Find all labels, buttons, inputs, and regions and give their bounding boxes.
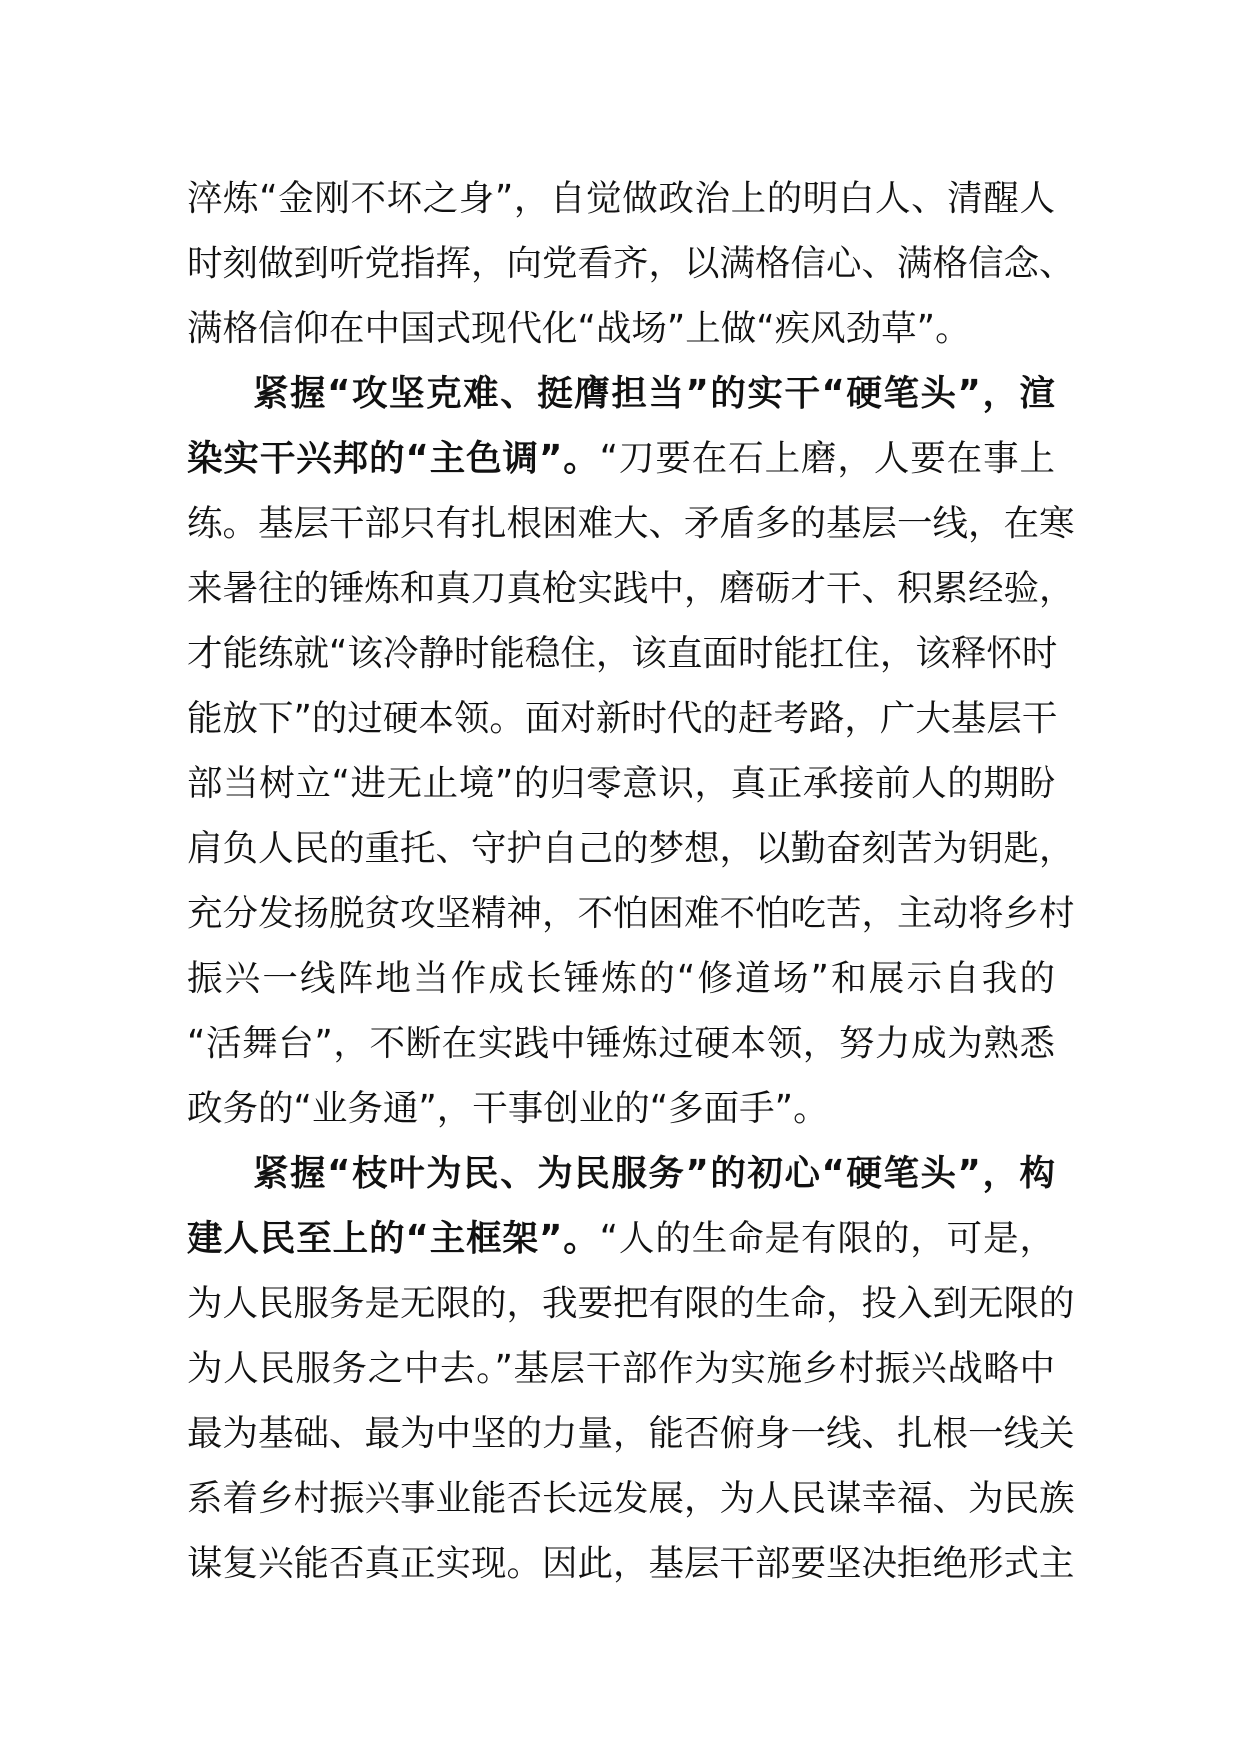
text-line: 才能练就“该冷静时能稳住，该直面时能扛住，该释怀时 bbox=[187, 633, 1058, 674]
text-line: 部当树立“进无止境”的归零意识，真正承接前人的期盼 bbox=[187, 763, 1055, 804]
text-line: 时刻做到听党指挥，向党看齐，以满格信心、满格信念、 bbox=[187, 243, 1075, 284]
paragraph-end-line: 满格信仰在中国式现代化“战场”上做“疾风劲草”。 bbox=[187, 308, 971, 349]
text-line: 谋复兴能否真正实现。因此，基层干部要坚决拒绝形式主 bbox=[187, 1543, 1075, 1584]
text-line: 来暑往的锤炼和真刀真枪实践中，磨砺才干、积累经验， bbox=[187, 568, 1075, 609]
text-line: 练。基层干部只有扎根困难大、矛盾多的基层一线，在寒 bbox=[187, 503, 1075, 544]
paragraph-heading-line: 紧握“枝叶为民、为民服务”的初心“硬笔头”，构 bbox=[253, 1153, 1055, 1194]
text-line: 为人民服务之中去。”基层干部作为实施乡村振兴战略中 bbox=[187, 1348, 1055, 1389]
body-text bbox=[187, 166, 1075, 1596]
text-line: “活舞台”，不断在实践中锤炼过硬本领，努力成为熟悉 bbox=[187, 1023, 1055, 1064]
paragraph-end-line: 政务的“业务通”，干事创业的“多面手”。 bbox=[187, 1088, 829, 1129]
text-line: 最为基础、最为中坚的力量，能否俯身一线、扎根一线关 bbox=[187, 1413, 1075, 1454]
text-line: 染实干兴邦的“主色调”。“刀要在石上磨，人要在事上 bbox=[187, 438, 1055, 479]
text-line: 能放下”的过硬本领。面对新时代的赶考路，广大基层干 bbox=[187, 698, 1058, 739]
text-line: 充分发扬脱贫攻坚精神，不怕困难不怕吃苦，主动将乡村 bbox=[187, 893, 1075, 934]
text-line: 肩负人民的重托、守护自己的梦想，以勤奋刻苦为钥匙， bbox=[187, 828, 1075, 869]
text-line: 振兴一线阵地当作成长锤炼的“修道场”和展示自我的 bbox=[187, 958, 1055, 999]
text-line: 系着乡村振兴事业能否长远发展，为人民谋幸福、为民族 bbox=[187, 1478, 1075, 1519]
paragraph-heading-line: 紧握“攻坚克难、挺膺担当”的实干“硬笔头”，渲 bbox=[253, 373, 1055, 414]
text-line: 建人民至上的“主框架”。“人的生命是有限的，可是， bbox=[187, 1218, 1055, 1259]
text-line: 为人民服务是无限的，我要把有限的生命，投入到无限的 bbox=[187, 1283, 1075, 1324]
text-line: 淬炼“金刚不坏之身”，自觉做政治上的明白人、清醒人 bbox=[187, 178, 1055, 219]
